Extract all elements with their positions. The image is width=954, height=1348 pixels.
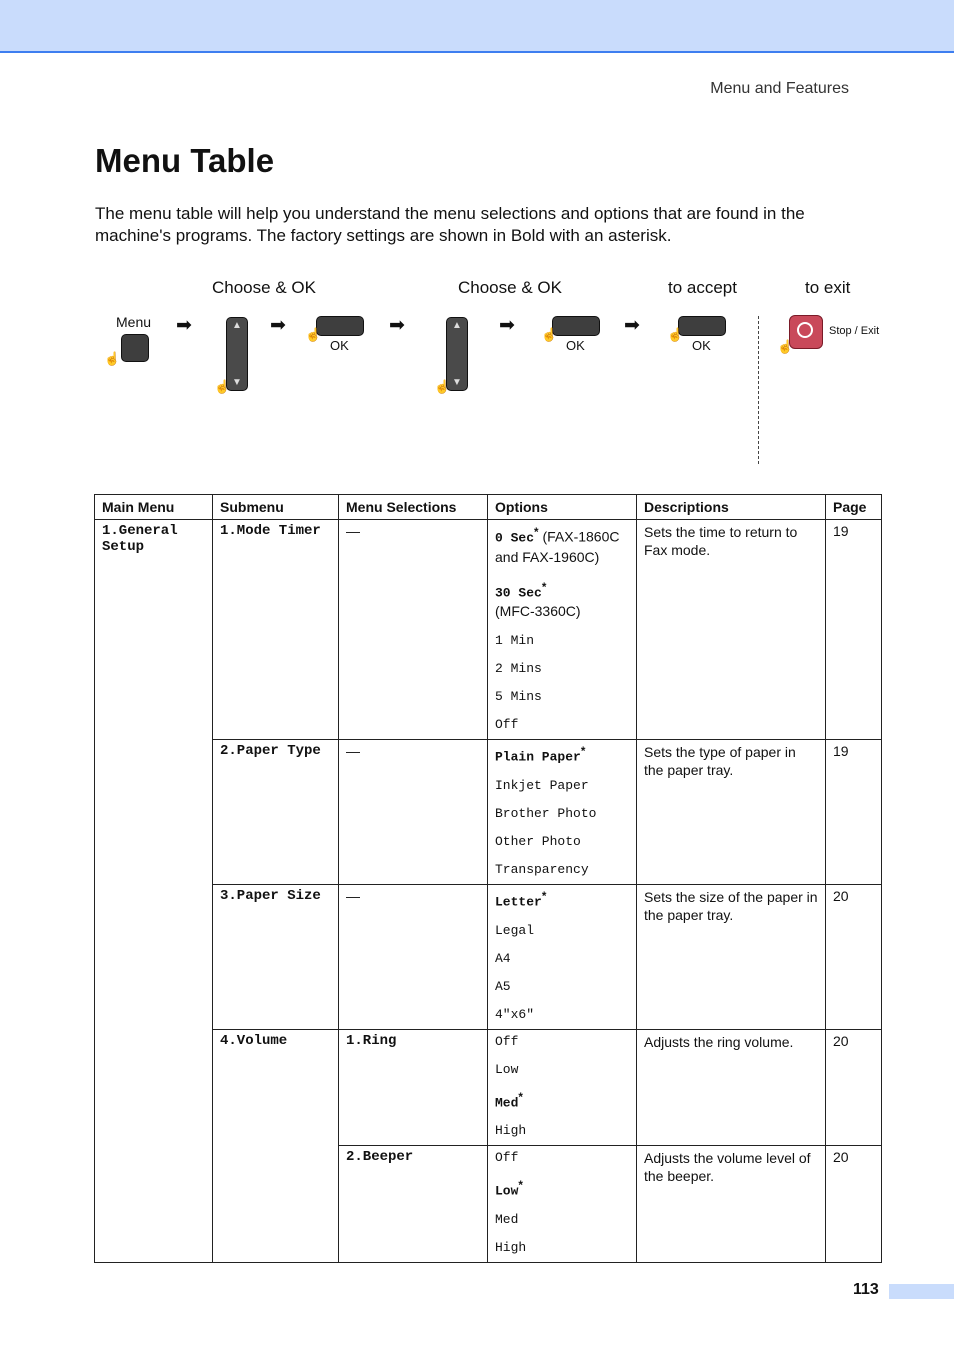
description-cell: Sets the time to return to Fax mode. bbox=[637, 520, 826, 740]
finger-icon: ☝ bbox=[104, 351, 121, 366]
stop-exit-key bbox=[789, 315, 823, 349]
caption-to-accept: to accept bbox=[668, 278, 737, 297]
option: Med bbox=[495, 1211, 519, 1227]
default-marker: * bbox=[518, 1179, 523, 1193]
option: Other Photo bbox=[495, 833, 581, 849]
stop-icon bbox=[797, 322, 813, 338]
default-marker: * bbox=[541, 889, 547, 903]
page-cell: 19 bbox=[826, 520, 882, 740]
ok-key bbox=[316, 316, 364, 336]
finger-icon: ☝ bbox=[541, 327, 558, 342]
caption-to-exit: to exit bbox=[805, 278, 851, 297]
menu-key bbox=[121, 334, 149, 362]
page-number: 113 bbox=[853, 1281, 879, 1298]
option-note: (FAX-1860C and FAX-1960C) bbox=[495, 528, 620, 565]
option: Brother Photo bbox=[495, 805, 597, 821]
option-default bbox=[495, 888, 629, 911]
finger-icon: ☝ bbox=[777, 339, 794, 354]
description-cell: Sets the type of paper in the paper tray. bbox=[637, 740, 826, 885]
finger-icon: ☝ bbox=[667, 327, 684, 342]
arrow-icon: ➡ bbox=[176, 315, 192, 336]
arrow-icon: ➡ bbox=[270, 315, 286, 336]
default-marker: * bbox=[541, 580, 547, 594]
option: Legal bbox=[495, 922, 535, 938]
options-cell bbox=[488, 520, 637, 740]
up-arrow-icon: ▲ bbox=[452, 320, 462, 331]
selection-cell: 2.Beeper bbox=[339, 1146, 488, 1263]
option-value: 0 Sec bbox=[495, 530, 535, 546]
up-arrow-icon: ▲ bbox=[232, 320, 242, 331]
intro-paragraph: The menu table will help you understand the menu selections and options that are found in the machine's programs. The factory settings are shown in Bold with an asterisk. bbox=[95, 204, 805, 245]
option: 2 Mins bbox=[495, 661, 542, 677]
option: Low bbox=[495, 1061, 519, 1077]
selection-cell: — bbox=[339, 740, 488, 885]
caption-choose-ok-1: Choose & OK bbox=[212, 278, 316, 297]
option: Off bbox=[495, 1150, 519, 1166]
option-value: Med bbox=[495, 1095, 519, 1111]
option-default bbox=[495, 1177, 629, 1200]
arrow-icon: ➡ bbox=[389, 315, 405, 336]
menu-key-label: Menu bbox=[116, 314, 152, 330]
option: Off bbox=[495, 1033, 519, 1049]
arrow-icon: ➡ bbox=[499, 315, 515, 336]
submenu-cell: 4.Volume bbox=[213, 1029, 339, 1262]
down-arrow-icon: ▼ bbox=[232, 377, 242, 388]
default-marker: * bbox=[580, 745, 586, 759]
description-cell: Adjusts the ring volume. bbox=[637, 1029, 826, 1146]
submenu-cell: 2.Paper Type bbox=[213, 740, 339, 885]
column-header: Menu Selections bbox=[339, 495, 488, 520]
running-head: Menu and Features bbox=[710, 80, 849, 97]
header-band bbox=[0, 0, 954, 53]
option: Off bbox=[495, 717, 519, 733]
selection-cell: — bbox=[339, 520, 488, 740]
menu-table bbox=[94, 494, 882, 1263]
option-value: 30 Sec bbox=[495, 585, 542, 601]
column-header: Options bbox=[488, 495, 637, 520]
finger-icon: ☝ bbox=[305, 327, 322, 342]
option: Transparency bbox=[495, 861, 589, 877]
arrow-icon: ➡ bbox=[624, 315, 640, 336]
option-value: Low bbox=[495, 1183, 519, 1199]
options-cell bbox=[488, 1146, 637, 1263]
description-cell: Adjusts the volume level of the beeper. bbox=[637, 1146, 826, 1263]
options-cell bbox=[488, 884, 637, 1029]
caption-choose-ok-2: Choose & OK bbox=[458, 278, 562, 297]
option: High bbox=[495, 1123, 527, 1139]
option: 1 Min bbox=[495, 633, 535, 649]
option: A5 bbox=[495, 978, 511, 994]
options-cell bbox=[488, 1029, 637, 1146]
option: 4"x6" bbox=[495, 1006, 535, 1022]
option-default bbox=[495, 578, 629, 622]
option-default bbox=[495, 523, 629, 567]
table-row bbox=[95, 1029, 882, 1146]
ok-key-label: OK bbox=[692, 338, 711, 353]
column-header: Submenu bbox=[213, 495, 339, 520]
ok-key-label: OK bbox=[566, 338, 585, 353]
table-header-row bbox=[95, 495, 882, 520]
option-default bbox=[495, 743, 629, 766]
option-default bbox=[495, 1089, 629, 1112]
column-header: Page bbox=[826, 495, 882, 520]
default-marker: * bbox=[518, 1090, 523, 1104]
page-cell: 20 bbox=[826, 884, 882, 1029]
option: High bbox=[495, 1239, 527, 1255]
option: 5 Mins bbox=[495, 689, 542, 705]
down-arrow-icon: ▼ bbox=[452, 377, 462, 388]
selection-cell: — bbox=[339, 884, 488, 1029]
option-value: Plain Paper bbox=[495, 749, 581, 765]
page-cell: 20 bbox=[826, 1029, 882, 1146]
finger-icon: ☝ bbox=[434, 379, 451, 394]
table-row bbox=[95, 520, 882, 740]
submenu-cell: 1.Mode Timer bbox=[213, 520, 339, 740]
ok-key bbox=[678, 316, 726, 336]
ok-key-label: OK bbox=[330, 338, 349, 353]
divider bbox=[758, 316, 759, 464]
page-title: Menu Table bbox=[95, 142, 275, 179]
selection-cell: 1.Ring bbox=[339, 1029, 488, 1146]
table-row bbox=[95, 740, 882, 885]
options-cell bbox=[488, 740, 637, 885]
page-cell: 19 bbox=[826, 740, 882, 885]
option: Inkjet Paper bbox=[495, 777, 589, 793]
default-marker: * bbox=[534, 526, 539, 539]
stop-exit-label: Stop / Exit bbox=[829, 325, 880, 337]
table-row bbox=[95, 884, 882, 1029]
page-cell: 20 bbox=[826, 1146, 882, 1263]
option-value: Letter bbox=[495, 894, 542, 910]
submenu-cell: 3.Paper Size bbox=[213, 884, 339, 1029]
column-header: Descriptions bbox=[637, 495, 826, 520]
option-note: (MFC-3360C) bbox=[495, 603, 581, 620]
option: A4 bbox=[495, 950, 511, 966]
page-number-tab bbox=[889, 1284, 954, 1299]
main-menu-cell: 1.General Setup bbox=[95, 520, 213, 1263]
column-header: Main Menu bbox=[95, 495, 213, 520]
ok-key bbox=[552, 316, 600, 336]
description-cell: Sets the size of the paper in the paper tray. bbox=[637, 884, 826, 1029]
finger-icon: ☝ bbox=[214, 379, 231, 394]
